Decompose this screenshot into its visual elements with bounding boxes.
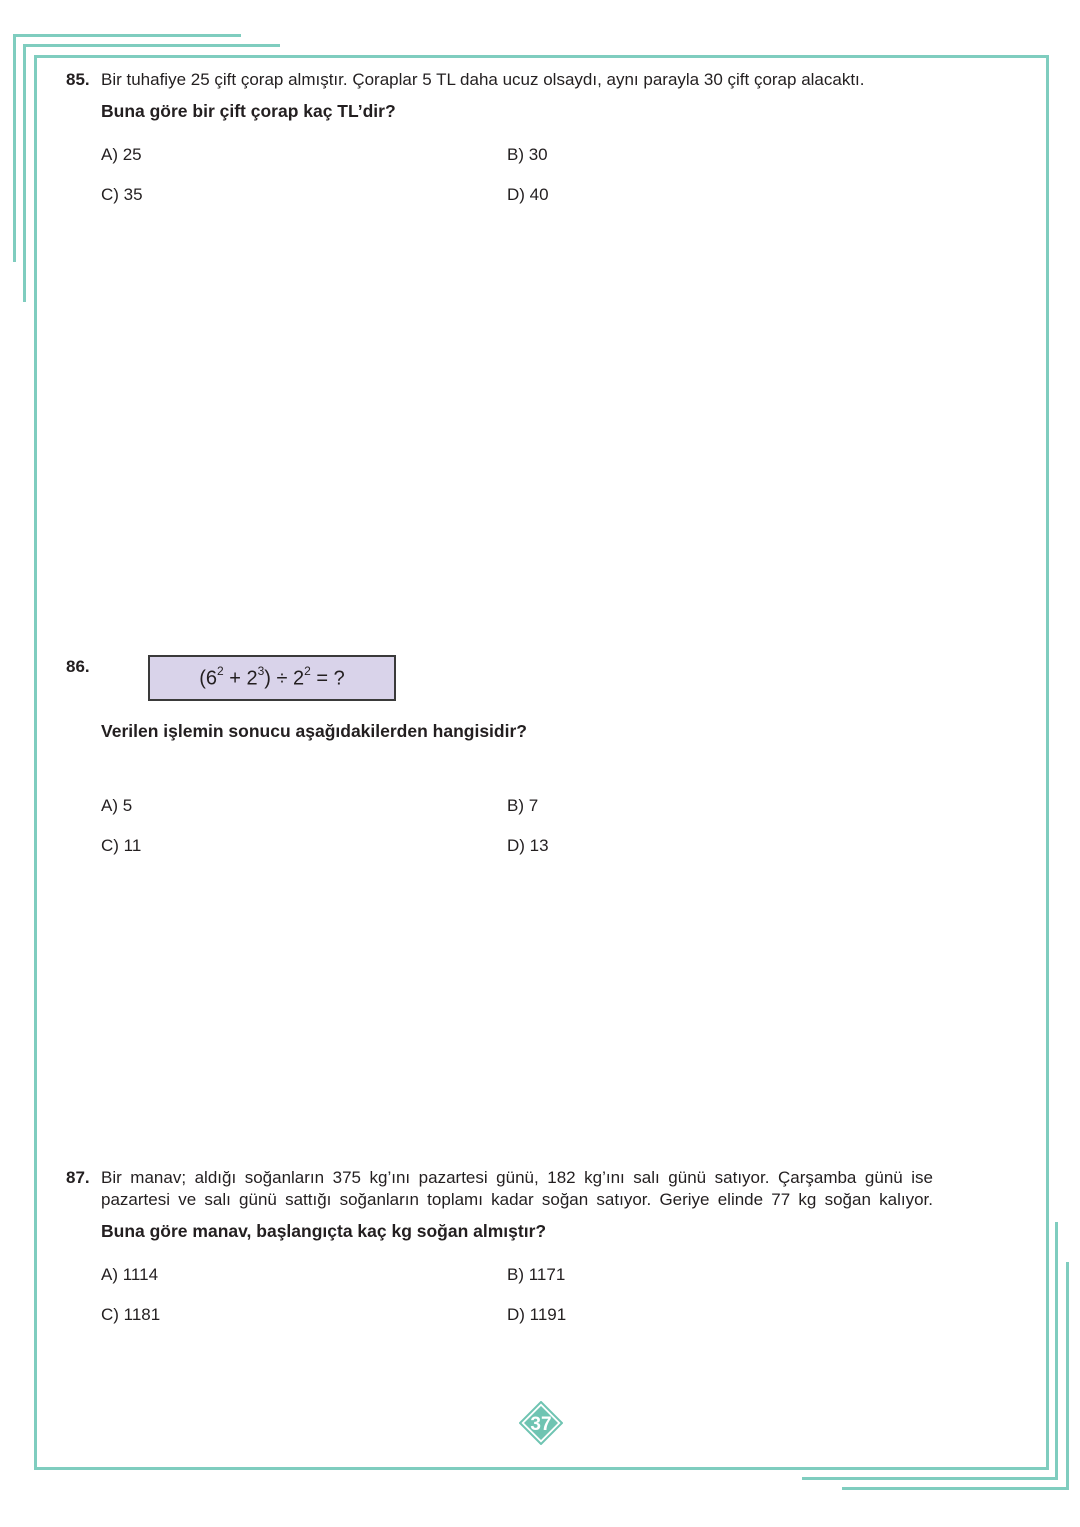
question-prompt: Buna göre bir çift çorap kaç TL’dir?	[101, 101, 396, 121]
frame-accent-tl-v1	[13, 34, 16, 262]
frame-accent-tl-v2	[23, 44, 26, 302]
frame-right	[1046, 55, 1049, 1470]
option-d[interactable]: D) 40	[507, 185, 549, 204]
frame-accent-br-v2	[1066, 1262, 1069, 1490]
question-text-line-2: pazartesi ve salı günü sattığı soğanların toplamı kadar soğan satıyor. Geriye elinde 77 kg soğan kalıyor.	[101, 1190, 933, 1209]
frame-accent-br-h1	[802, 1477, 1058, 1480]
option-b[interactable]: B) 7	[507, 796, 539, 815]
frame-accent-tl-h2	[23, 44, 280, 47]
option-a[interactable]: A) 5	[101, 796, 133, 815]
expression: $(6^2 + 2^3) \div 2^2$ = ?	[199, 663, 345, 690]
option-a[interactable]: A) 1114	[101, 1265, 159, 1284]
option-b[interactable]: B) 1171	[507, 1265, 566, 1284]
question-number: 87.	[66, 1168, 90, 1187]
frame-top	[34, 55, 1049, 58]
frame-accent-br-h2	[842, 1487, 1069, 1490]
option-d[interactable]: D) 13	[507, 836, 549, 855]
frame-accent-tl-h1	[13, 34, 241, 37]
page-number-badge	[519, 1401, 563, 1445]
question-prompt: Buna göre manav, başlangıçta kaç kg soğan almıştır?	[101, 1221, 547, 1241]
option-d[interactable]: D) 1191	[507, 1305, 567, 1324]
question-number: 86.	[66, 657, 90, 676]
option-c[interactable]: C) 11	[101, 836, 142, 855]
frame-bottom	[34, 1467, 1049, 1470]
option-a[interactable]: A) 25	[101, 145, 142, 164]
option-c[interactable]: C) 1181	[101, 1305, 161, 1324]
question-text: Bir tuhafiye 25 çift çorap almıştır. Çoraplar 5 TL daha ucuz olsaydı, aynı parayla 30 çift çorap alacaktı.	[101, 70, 865, 89]
question-number: 85.	[66, 70, 90, 89]
expression-box	[148, 655, 396, 701]
question-text-line-1: Bir manav; aldığı soğanların 375 kg’ını pazartesi günü, 182 kg’ını salı günü satıyor. Çarşamba günü ise	[101, 1168, 933, 1187]
frame-accent-br-v1	[1055, 1222, 1058, 1480]
frame-left	[34, 55, 37, 1470]
page-number: 37	[530, 1414, 552, 1435]
option-b[interactable]: B) 30	[507, 145, 548, 164]
question-prompt: Verilen işlemin sonucu aşağıdakilerden hangisidir?	[101, 721, 527, 741]
option-c[interactable]: C) 35	[101, 185, 143, 204]
